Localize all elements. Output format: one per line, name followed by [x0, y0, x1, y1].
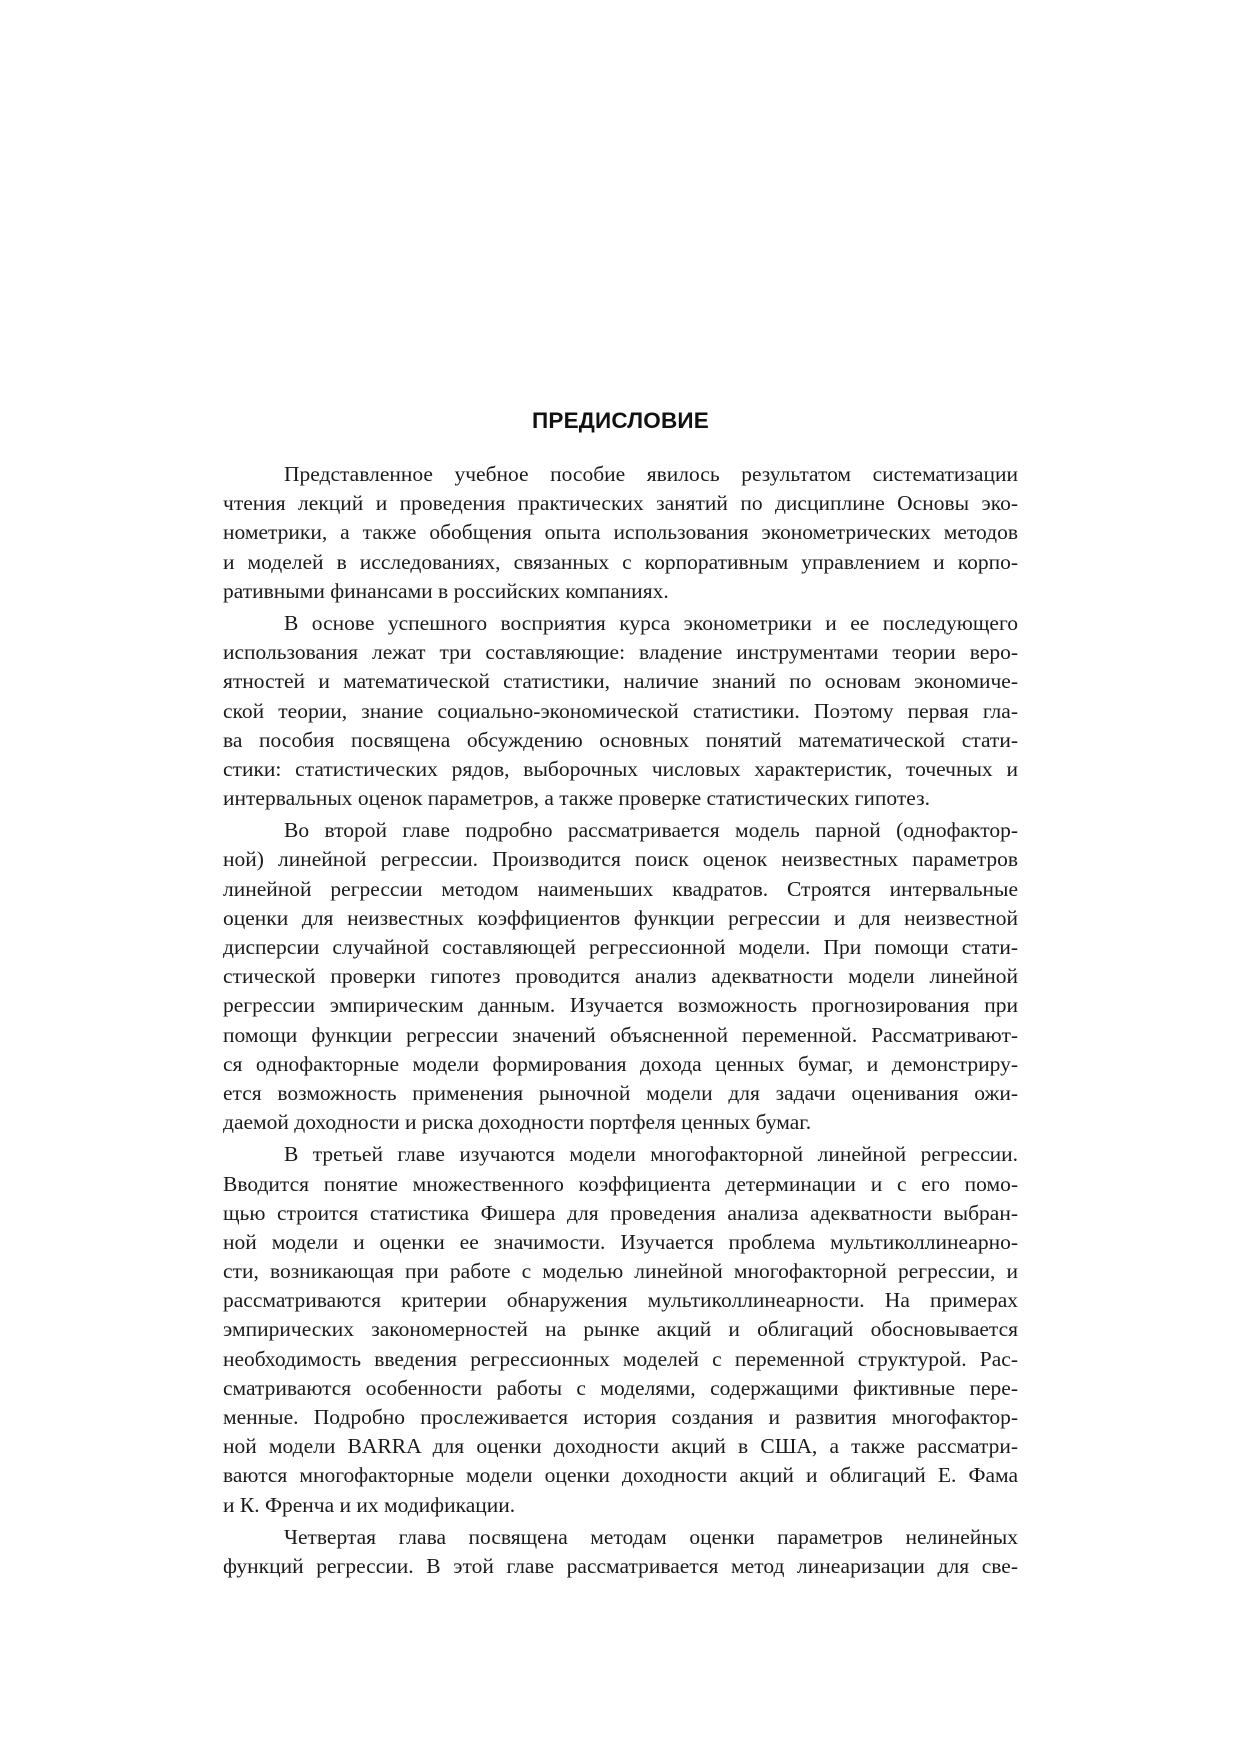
body-text: [223, 460, 1018, 1584]
text-line: ной модели BARRA для оценки доходности акций в США, а также рассматри-: [223, 1434, 1018, 1459]
paragraph: [223, 1140, 1018, 1519]
text-line: Четвертая глава посвящена методам оценки параметров нелинейных: [284, 1524, 1018, 1549]
text-line: регрессии эмпирическим данным. Изучается возможность прогнозирования при: [223, 993, 1018, 1018]
text-line: необходимость введения регрессионных моделей с переменной структурой. Рас-: [223, 1346, 1018, 1371]
text-line: щью строится статистика Фишера для проведения анализа адекватности выбран-: [223, 1200, 1018, 1225]
text-line: менные. Подробно прослеживается история создания и развития многофактор-: [223, 1405, 1018, 1429]
text-line: ва пособия посвящена обсуждению основных понятий математической стати-: [223, 727, 1018, 752]
text-line: помощи функции регрессии значений объясненной переменной. Рассматривают-: [223, 1022, 1018, 1047]
text-line: использования лежат три составляющие: владение инструментами теории веро-: [223, 640, 1018, 665]
text-line: сматриваются особенности работы с моделями, содержащими фиктивные пере-: [223, 1375, 1018, 1400]
text-line: чтения лекций и проведения практических занятий по дисциплине Основы эко-: [223, 491, 1018, 516]
text-line: сти, возникающая при работе с моделью линейной многофакторной регрессии, и: [223, 1259, 1018, 1284]
text-line: оценки для неизвестных коэффициентов функции регрессии и для неизвестной: [223, 905, 1018, 930]
text-line: даемой доходности и риска доходности портфеля ценных бумаг.: [223, 1110, 812, 1135]
text-line: ся однофакторные модели формирования дохода ценных бумаг, и демонстриру-: [223, 1051, 1018, 1076]
text-line: функций регрессии. В этой главе рассматривается метод линеаризации для све-: [223, 1553, 1018, 1578]
text-line: ваются многофакторные модели оценки доходности акций и облигаций Е. Фама: [223, 1463, 1018, 1488]
paragraph: [223, 1523, 1018, 1581]
text-line: ется возможность применения рыночной модели для задачи оценивания ожи-: [223, 1080, 1018, 1105]
text-line: эмпирических закономерностей на рынке акций и облигаций обосновывается: [223, 1317, 1018, 1342]
text-line: стической проверки гипотез проводится анализ адекватности модели линейной: [223, 964, 1018, 989]
text-line: Вводится понятие множественного коэффициента детерминации и с его помо-: [223, 1171, 1018, 1196]
text-line: линейной регрессии методом наименьших квадратов. Строятся интервальные: [223, 876, 1018, 901]
text-line: В основе успешного восприятия курса эконометрики и ее последующего: [284, 610, 1018, 635]
text-line: ской теории, знание социально-экономической статистики. Поэтому первая гла-: [223, 698, 1018, 723]
text-line: ративными финансами в российских компаниях.: [223, 578, 669, 603]
text-line: Во второй главе подробно рассматривается модель парной (однофактор-: [284, 818, 1018, 843]
text-line: ной модели и оценки ее значимости. Изучается проблема мультиколлинеарно-: [223, 1229, 1018, 1254]
text-line: стики: статистических рядов, выборочных числовых характеристик, точечных и: [223, 756, 1018, 781]
text-line: и моделей в исследованиях, связанных с корпоративным управлением и корпо-: [223, 549, 1018, 574]
paragraph: [223, 816, 1018, 1137]
text-line: ятностей и математической статистики, наличие знаний по основам экономиче-: [223, 669, 1018, 694]
paragraph: [223, 460, 1018, 606]
text-line: и К. Френча и их модификации.: [223, 1492, 516, 1517]
text-line: интервальных оценок параметров, а также проверке статистических гипотез.: [223, 786, 930, 811]
text-line: Представленное учебное пособие явилось результатом систематизации: [284, 462, 1018, 486]
text-line: нометрики, а также обобщения опыта использования эконометрических методов: [223, 520, 1018, 545]
page-title: ПРЕДИСЛОВИЕ: [532, 408, 709, 433]
text-line: рассматриваются критерии обнаружения мультиколлинеарности. На примерах: [223, 1288, 1018, 1313]
text-line: ной) линейной регрессии. Производится поиск оценок неизвестных параметров: [223, 847, 1018, 872]
text-line: В третьей главе изучаются модели многофакторной линейной регрессии.: [284, 1142, 1018, 1167]
paragraph: [223, 609, 1018, 813]
text-line: дисперсии случайной составляющей регрессионной модели. При помощи стати-: [223, 935, 1018, 959]
